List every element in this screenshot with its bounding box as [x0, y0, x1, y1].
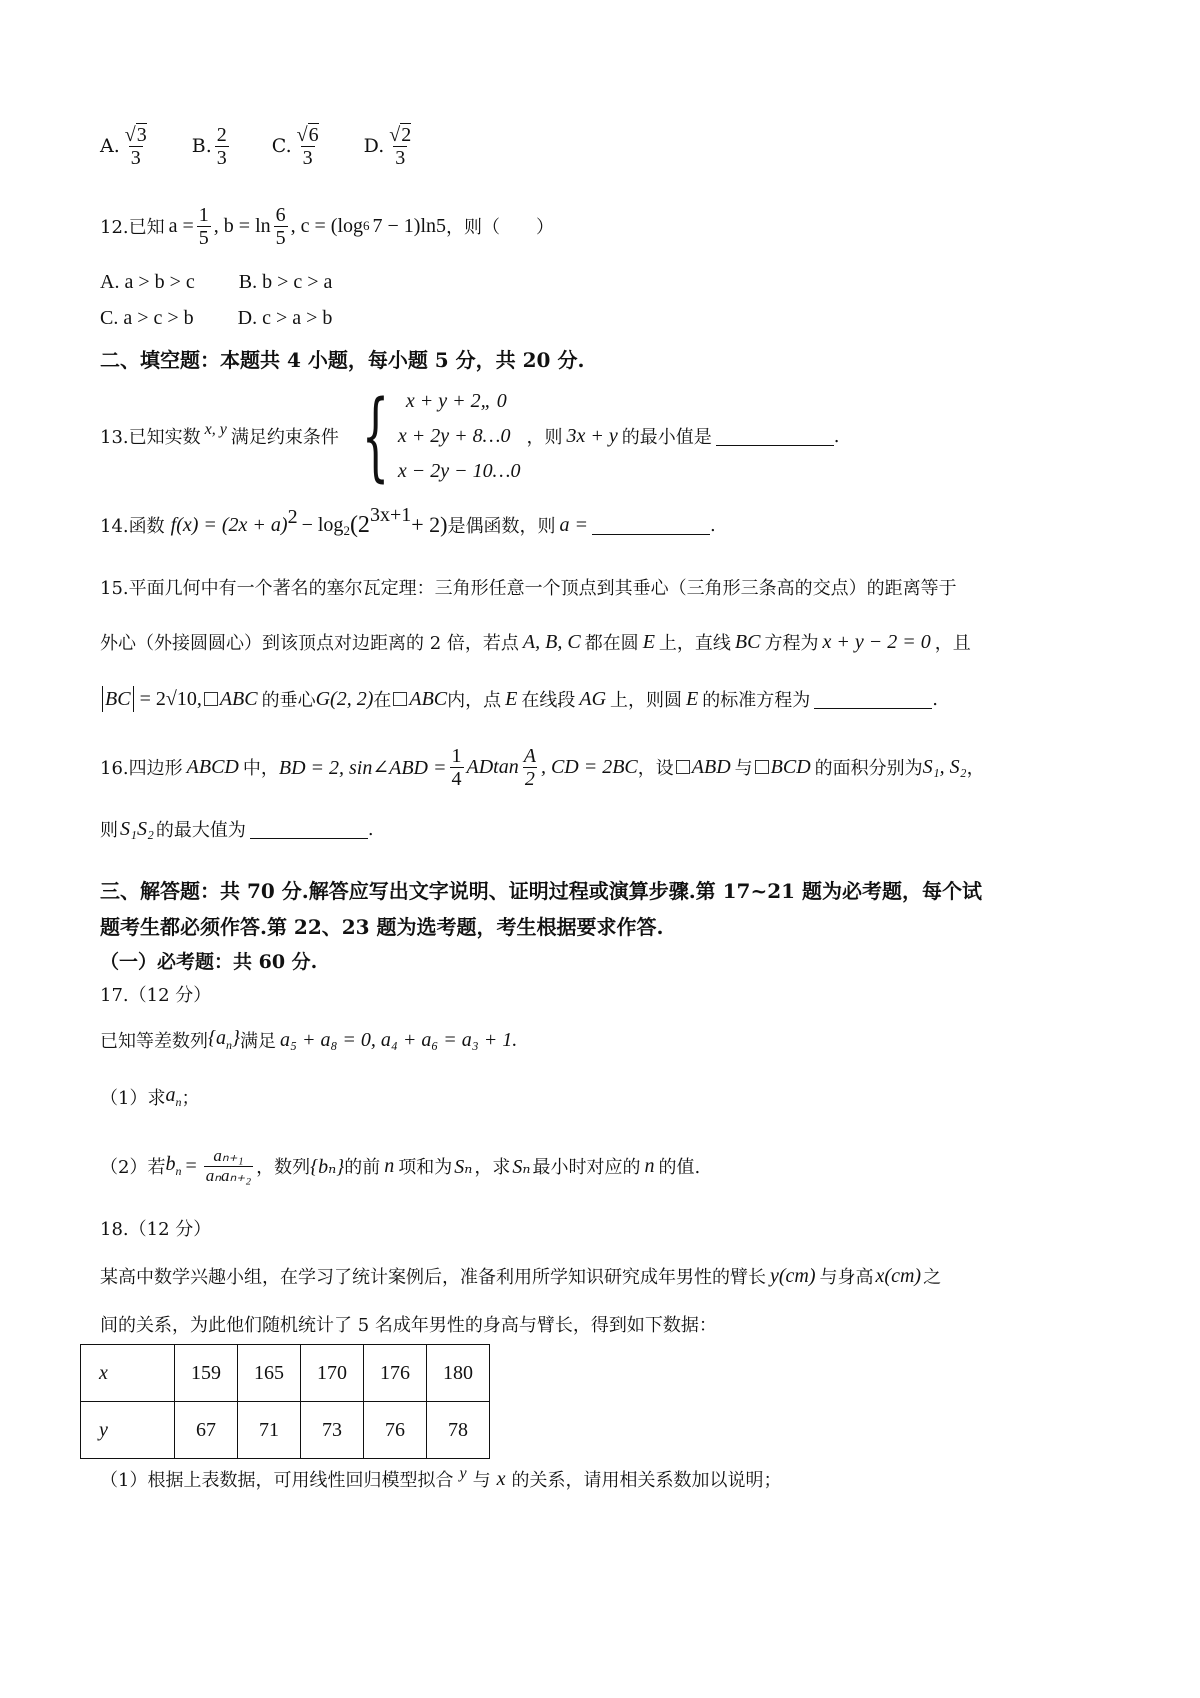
denominator: 5 — [198, 226, 209, 249]
question-text: （1）根据上表数据，可用线性回归模型拟合 — [100, 1470, 454, 1491]
table-cell: 71 — [238, 1402, 301, 1459]
q11-options — [100, 104, 1100, 188]
punctuation: . — [932, 688, 938, 710]
math-var: y — [459, 1465, 467, 1482]
question-text: 最小时对应的 — [532, 1157, 641, 1178]
q11-option-d — [364, 124, 417, 169]
answer-blank[interactable] — [250, 820, 368, 839]
math-var: BCD — [770, 755, 811, 778]
table-cell: 73 — [301, 1402, 364, 1459]
log-base: 6 — [363, 218, 370, 233]
q18-stem2: 间的关系，为此他们随机统计了 5 名成年男性的身高与臂长，得到如下数据： — [100, 1315, 717, 1336]
question-text: 的最小值是 — [621, 427, 712, 448]
math-expr: 7 − 1)ln5 — [372, 214, 447, 237]
fraction: $\frac{√6}{3}$ — [296, 123, 319, 169]
question-text: ，求 — [474, 1157, 511, 1178]
math-expr: a₅ + a₈ = 0, a₄ + a₆ = a₃ + 1. — [280, 1028, 518, 1051]
question-text: 则 — [100, 820, 118, 841]
row-header: y — [81, 1402, 175, 1459]
q16-line2 — [100, 804, 1100, 854]
punctuation: . — [367, 818, 374, 840]
denominator: 3 — [130, 146, 141, 169]
question-suffix: ，则（ ） — [446, 217, 555, 238]
math-expr: 3x + y — [566, 424, 618, 447]
question-number: 16.四边形 — [100, 758, 183, 779]
question-text: ，且 — [934, 633, 971, 654]
triangle-icon — [204, 692, 218, 706]
table-cell: 76 — [364, 1402, 427, 1459]
denominator: 3 — [395, 146, 406, 169]
q11-option-b — [192, 124, 232, 169]
subsection-heading: （一）必考题：共 60 分. — [100, 950, 318, 973]
math-var — [165, 1153, 181, 1179]
answer-blank[interactable] — [814, 690, 932, 709]
question-text: 与 — [734, 758, 753, 779]
question-text: 上，直线 — [658, 633, 731, 654]
triangle-icon — [755, 760, 769, 774]
math-expr: = — [185, 1154, 197, 1177]
math-expr: − log — [301, 513, 344, 536]
question-text: 在 — [373, 690, 392, 711]
q11-option-c — [272, 124, 324, 169]
question-text: 的值. — [658, 1157, 701, 1178]
exponent: 2 — [287, 505, 298, 528]
math-expr: BD = 2, sin∠ABD = — [278, 756, 447, 779]
math-expr: , b = ln — [213, 214, 271, 237]
math-var: E — [686, 687, 699, 710]
fraction: $\frac{√3}{3}$ — [124, 123, 147, 169]
numerator: aₙ₊₁ — [213, 1145, 244, 1165]
q12-options-row2 — [100, 300, 1100, 336]
math-var: S₁S₂ — [120, 817, 154, 840]
math-expr: , c = (log — [290, 214, 364, 237]
q12-option-d: D. c > a > b — [237, 306, 333, 329]
var: a — [165, 1084, 176, 1106]
question-text: 外心（外接圆圆心）到该顶点对边距离的 2 倍，若点 — [100, 633, 519, 654]
math-expr: y(cm) — [770, 1264, 816, 1287]
math-var: BC — [734, 630, 761, 653]
math-expr: , CD = 2BC — [540, 755, 638, 778]
math-var: S₁, S₂ — [922, 755, 967, 778]
table-cell: 165 — [238, 1345, 301, 1402]
q17-part1 — [100, 1070, 1100, 1124]
math-expr: G(2, 2) — [315, 687, 374, 710]
triangle-icon — [393, 692, 407, 706]
fraction — [204, 1147, 253, 1185]
question-text: ，设 — [637, 758, 674, 779]
fraction — [215, 124, 229, 169]
triangle-icon — [676, 760, 690, 774]
punctuation: ， — [966, 758, 985, 779]
question-text: 满足 — [240, 1031, 276, 1052]
log-base: 2 — [343, 523, 350, 538]
numerator: A — [523, 744, 536, 767]
question-text: 之 — [923, 1267, 942, 1288]
option-label: B. — [191, 135, 212, 157]
table-row — [81, 1402, 490, 1459]
question-text: 与身高 — [819, 1267, 874, 1288]
question-text: 中， — [242, 758, 279, 779]
answer-blank[interactable] — [592, 516, 710, 535]
q12-stem — [100, 188, 1100, 264]
question-text: （1）求 — [100, 1088, 166, 1109]
question-number: 12.已知 — [100, 217, 165, 238]
q12-options-row1 — [100, 264, 1100, 300]
math-expr: (2 — [349, 511, 370, 538]
question-text: 上，则圆 — [610, 690, 683, 711]
denominator: 2 — [524, 767, 535, 790]
math-var: BC — [105, 687, 131, 710]
question-text: ，数列 — [256, 1157, 311, 1178]
numerator: 3 — [136, 123, 147, 146]
table-cell: 176 — [364, 1345, 427, 1402]
punctuation: . — [709, 514, 716, 536]
math-var: ABC — [409, 687, 448, 710]
question-text: 的标准方程为 — [702, 690, 811, 711]
exponent: 3x+1 — [369, 503, 412, 526]
q13-stem — [100, 380, 1100, 492]
question-text: 是偶函数，则 — [447, 516, 556, 537]
fraction: $\frac{√2}{3}$ — [389, 123, 412, 169]
q17-title: 17.（12 分） — [100, 985, 212, 1006]
math-var: E — [642, 630, 655, 653]
fraction — [274, 204, 288, 249]
math-expr: x + y − 2 = 0 — [822, 630, 931, 653]
seq-open: {a — [208, 1027, 226, 1049]
math-expr: ADtan — [466, 755, 519, 778]
section-heading: 二、填空题：本题共 4 小题，每小题 5 分，共 20 分. — [100, 347, 585, 372]
denominator: 5 — [275, 226, 286, 249]
table-cell: 78 — [427, 1402, 490, 1459]
q16-line1 — [100, 730, 1100, 804]
punctuation: . — [833, 425, 840, 447]
abs-bar — [102, 686, 103, 712]
math-expr: f(x) = (2x + a) — [170, 513, 288, 536]
table-cell: 180 — [427, 1345, 490, 1402]
q18-title: 18.（12 分） — [100, 1219, 212, 1240]
brace-icon: { — [361, 380, 390, 492]
math-var: n — [384, 1154, 395, 1177]
math-var — [165, 1084, 181, 1110]
math-var: A, B, C — [522, 630, 581, 653]
section-heading: 三、解答题：共 70 分.解答应写出文字说明、证明过程或演算步骤.第 17~21 题为必考题，每个试 — [100, 878, 983, 903]
table-cell: 170 — [301, 1345, 364, 1402]
math-vars: x, y — [204, 421, 227, 438]
math-var: ABCD — [186, 755, 239, 778]
q12-option-b: B. b > c > a — [238, 270, 333, 293]
q15-line2 — [100, 616, 1100, 668]
question-text: 项和为 — [398, 1157, 453, 1178]
question-text: 的面积分别为 — [814, 758, 923, 779]
question-text: （2）若 — [100, 1157, 166, 1178]
question-text: 的最大值为 — [155, 820, 246, 841]
math-var: n — [644, 1154, 655, 1177]
question-text: 内，点 — [447, 690, 502, 711]
math-var: x — [496, 1467, 506, 1490]
math-expr: = 2√10, — [139, 687, 202, 710]
q18-stem1 — [100, 1248, 1100, 1304]
question-text: 某高中数学兴趣小组，在学习了统计案例后，准备利用所学知识研究成年男性的臂长 — [100, 1267, 766, 1288]
math-var: ABC — [219, 687, 258, 710]
math-var: Sₙ — [512, 1155, 531, 1178]
q18-part1 — [100, 1459, 1100, 1499]
math-var: a = — [559, 513, 588, 536]
option-label: D. — [363, 135, 385, 157]
math-expr: + 2) — [411, 512, 448, 537]
answer-blank[interactable] — [716, 427, 834, 446]
fraction — [450, 745, 464, 790]
q12-option-c: C. a > c > b — [100, 306, 194, 329]
numerator: 2 — [401, 123, 412, 146]
option-label: A. — [100, 135, 120, 157]
punctuation: ； — [181, 1088, 200, 1109]
question-text: ，则 — [526, 427, 563, 448]
data-table — [80, 1344, 490, 1459]
q15-line3 — [100, 668, 1100, 730]
question-text: 方程为 — [764, 633, 819, 654]
denominator: 3 — [302, 146, 313, 169]
question-number: 13.已知实数 — [100, 427, 201, 448]
numerator: 1 — [451, 744, 462, 767]
math-var: AG — [579, 687, 607, 710]
constraint: x − 2y − 10…0 — [397, 459, 521, 482]
question-number: 14.函数 — [100, 516, 165, 537]
math-expr: a = — [168, 214, 194, 237]
table-cell: 159 — [175, 1345, 238, 1402]
q14-stem — [100, 492, 1100, 558]
question-text: 都在圆 — [584, 633, 639, 654]
question-text: 在线段 — [521, 690, 576, 711]
denominator: aₙaₙ₊₂ — [205, 1165, 252, 1185]
var: b — [165, 1153, 176, 1175]
abs-bar — [133, 686, 134, 712]
q17-stem — [100, 1010, 1100, 1070]
q17-part2 — [100, 1124, 1100, 1208]
question-text: 的前 — [344, 1157, 381, 1178]
question-text: 的垂心 — [261, 690, 316, 711]
constraint-system — [345, 380, 521, 492]
constraint: x + 2y + 8…0 — [397, 424, 511, 447]
math-var: Sₙ — [454, 1155, 473, 1178]
q12-option-a: A. a > b > c — [100, 270, 195, 293]
denominator: 3 — [216, 146, 227, 169]
question-text: 与 — [472, 1470, 491, 1491]
row-header: x — [81, 1345, 175, 1402]
question-text: 满足约束条件 — [230, 427, 339, 448]
math-var: E — [505, 687, 518, 710]
table-cell: 67 — [175, 1402, 238, 1459]
math-expr: x(cm) — [875, 1264, 922, 1287]
fraction — [522, 745, 538, 790]
numerator: 6 — [275, 203, 286, 226]
question-text: 的关系，请用相关系数加以说明； — [511, 1470, 782, 1491]
math-var: ABD — [691, 755, 731, 778]
seq-close: } — [232, 1027, 240, 1049]
numerator: 1 — [198, 203, 209, 226]
q11-option-a — [100, 124, 152, 169]
numerator: 2 — [216, 123, 227, 146]
question-text: 已知等差数列 — [100, 1031, 208, 1052]
fraction — [197, 204, 211, 249]
math-seq — [208, 1027, 240, 1053]
denominator: 4 — [451, 767, 462, 790]
option-label: C. — [271, 135, 292, 157]
section-heading-cont: 题考生都必须作答.第 22、23 题为选考题，考生根据要求作答. — [100, 914, 664, 939]
subscript: n — [226, 1038, 232, 1052]
math-seq: {bₙ} — [310, 1155, 345, 1178]
numerator: 6 — [308, 123, 319, 146]
subscript: n — [175, 1095, 182, 1109]
constraint: x + y + 2„ 0 — [405, 389, 507, 412]
q15-line1: 15.平面几何中有一个著名的塞尔瓦定理：三角形任意一个顶点到其垂心（三角形三条高的交点）的距离等于 — [100, 578, 957, 599]
subscript: n — [175, 1164, 182, 1178]
table-row — [81, 1345, 490, 1402]
